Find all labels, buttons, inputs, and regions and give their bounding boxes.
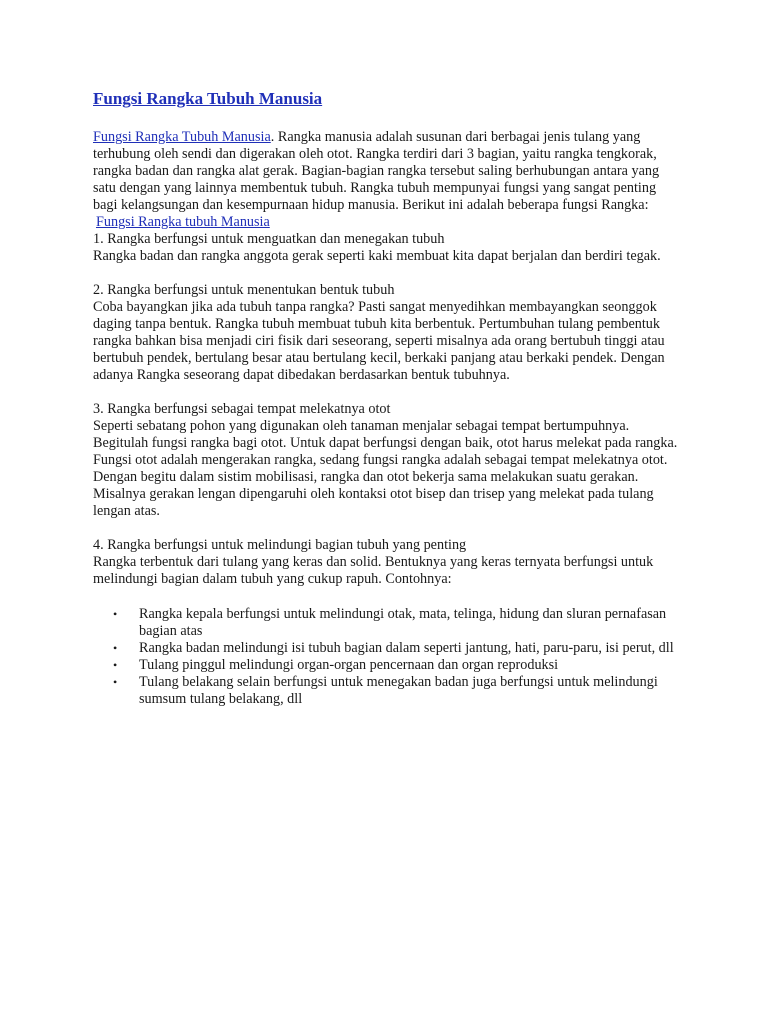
list-item <box>93 674 683 708</box>
section-3 <box>93 401 683 520</box>
section-body: Rangka badan dan rangka anggota gerak seperti kaki membuat kita dapat berjalan dan berdiri tegak. <box>93 248 661 264</box>
list-item-text: Tulang belakang selain berfungsi untuk menegakan badan juga berfungsi untuk melindungi sumsum tulang belakang, dll <box>139 674 658 707</box>
list-item-text: Rangka kepala berfungsi untuk melindungi otak, mata, telinga, hidung dan sluran pernafasan bagian atas <box>139 606 667 639</box>
section-heading: 1. Rangka berfungsi untuk menguatkan dan menegakan tubuh <box>93 231 445 247</box>
section-body: Seperti sebatang pohon yang digunakan oleh tanaman menjalar sebagai tempat bertumpuhnya. Begitulah fungsi rangka bagi otot. Untuk dapat berfungsi dengan baik, otot harus melekat pada rangka. Fungsi otot adalah mengerakan rangka, sedang fungsi rangka adalah sebagai tempat melekatnya otot. Dengan begitu dalam sistim mobilisasi, rangka dan otot bekerja sama melakukan suatu gerakan. Misalnya gerakan lengan dipengaruhi oleh kontaksi otot bisep dan trisep yang melekat pada tulang lengan atas. <box>93 418 678 519</box>
intro-text: . Rangka manusia adalah susunan dari berbagai jenis tulang yang terhubung oleh sendi dan digerakan oleh otot. Rangka terdiri dari 3 bagian, yaitu rangka tengkorak, rangka badan dan rangka alat gerak. Bagian-bagian rangka tersebut saling berhubungan antara yang satu dengan yang lainnya membentuk tubuh. Rangka tubuh mempunyai fungsi yang sangat penting bagi kelangsungan dan kesempurnaan hidup manusia. Berikut ini adalah beberapa fungsi Rangka: <box>93 129 660 213</box>
section-heading: 4. Rangka berfungsi untuk melindungi bagian tubuh yang penting <box>93 537 467 553</box>
bullet-icon: • <box>113 675 118 689</box>
intro-paragraph <box>93 129 683 214</box>
section-2 <box>93 282 683 384</box>
bullet-icon: • <box>113 658 118 672</box>
section-heading: 3. Rangka berfungsi sebagai tempat melekatnya otot <box>93 401 391 417</box>
list-item-text: Tulang pinggul melindungi organ-organ pencernaan dan organ reproduksi <box>139 657 559 673</box>
section-heading: 2. Rangka berfungsi untuk menentukan bentuk tubuh <box>93 282 395 298</box>
page-title[interactable]: Fungsi Rangka Tubuh Manusia <box>93 89 323 108</box>
section-1 <box>93 231 683 265</box>
list-item <box>93 606 683 640</box>
list-item-text: Rangka badan melindungi isi tubuh bagian dalam seperti jantung, hati, paru-paru, isi perut, dll <box>139 640 674 656</box>
list-item <box>93 640 683 657</box>
list-item <box>93 657 683 674</box>
examples-list <box>93 606 683 708</box>
intro-link[interactable]: Fungsi Rangka Tubuh Manusia <box>93 129 271 145</box>
section-4 <box>93 537 683 588</box>
bullet-icon: • <box>113 607 118 621</box>
section-body: Rangka terbentuk dari tulang yang keras dan solid. Bentuknya yang keras ternyata berfungsi untuk melindungi bagian dalam tubuh yang cukup rapuh. Contohnya: <box>93 554 654 587</box>
sub-link[interactable]: Fungsi Rangka tubuh Manusia <box>96 214 270 230</box>
bullet-icon: • <box>113 641 118 655</box>
document-page <box>93 88 683 708</box>
section-body: Coba bayangkan jika ada tubuh tanpa rangka? Pasti sangat menyedihkan membayangkan seonggok daging tanpa bentuk. Rangka tubuh membuat tubuh kita berbentuk. Pertumbuhan tulang pembentuk rangka bahkan bisa menjadi ciri fisik dari seseorang, seperti misalnya ada orang bertubuh tinggi atau bertubuh pendek, bertulang besar atau bertulang kecil, berkaki panjang atau berkaki pendek. Dengan adanya Rangka seseorang dapat dibedakan berdasarkan bentuk tubuhnya. <box>93 299 665 383</box>
